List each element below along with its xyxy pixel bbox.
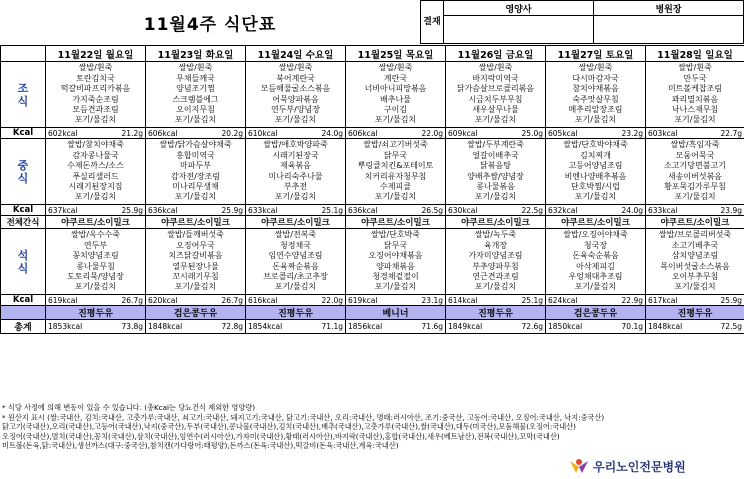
- menu-item: 얼갈이배추국: [446, 151, 545, 161]
- menu-item: 치즈닭갈비볶음: [146, 251, 245, 261]
- menu-item: 구이김: [346, 105, 445, 115]
- menu-item: 육개장: [446, 241, 545, 251]
- kcal-cell: [46, 295, 146, 306]
- meal-cell: [646, 229, 744, 295]
- menu-item: 비엔나양배추볶음: [546, 172, 645, 182]
- menu-item: 바지락미역국: [446, 74, 545, 84]
- menu-item: 포기/물김치: [146, 115, 245, 125]
- total-cell: [346, 320, 446, 334]
- meal-cell: [346, 139, 446, 205]
- snack-cell: 야쿠르트/소이밀크: [546, 216, 646, 229]
- kcal-value: 606kcal: [146, 129, 177, 138]
- menu-item: 김치찌개: [546, 151, 645, 161]
- menu-item: 오이부추무침: [646, 272, 744, 282]
- total-protein: 71.6g: [422, 322, 445, 331]
- kcal-cell: [246, 295, 346, 306]
- total-row: [1, 320, 744, 334]
- meal-cell: [646, 62, 744, 128]
- kcal-cell: [446, 295, 546, 306]
- meal-cell: [246, 139, 346, 205]
- meal-cell: [546, 229, 646, 295]
- kcal-value: 632kcal: [546, 206, 577, 215]
- day-header-row: [1, 46, 744, 62]
- menu-item: 포기/물김치: [346, 192, 445, 202]
- meal-label: [1, 62, 46, 128]
- meal-cell: [646, 139, 744, 205]
- total-protein: 72.8g: [222, 322, 245, 331]
- menu-item: 포기/물김치: [146, 282, 245, 292]
- kcal-value: 620kcal: [146, 296, 177, 305]
- menu-item: 부추전: [246, 182, 345, 192]
- protein-value: 26.5g: [422, 206, 445, 215]
- menu-item: 닭가슴살브로콜리볶음: [446, 84, 545, 94]
- snack-cell: 야쿠르트/소이밀크: [46, 216, 146, 229]
- kcal-row: [1, 295, 744, 306]
- soy-milk-row: [1, 306, 744, 320]
- kcal-cell: [646, 128, 744, 139]
- kcal-value: 619kcal: [46, 296, 77, 305]
- menu-item: 제육볶음: [246, 161, 345, 171]
- kcal-value: 609kcal: [446, 129, 477, 138]
- protein-value: 22.7g: [721, 129, 744, 138]
- note-line: 닭고기(국내산),오리(국내산),고등어(국내산),낙지(중국산),두부(국내산),콩나물(국내산),김치(국내산),배추(국내산),고춧가루(국내산),쌀(국내산),대두(미국산),모둠해물(오징어:국내산): [2, 422, 742, 432]
- menu-item: 포기/물김치: [246, 115, 345, 125]
- protein-value: 25.9g: [721, 296, 744, 305]
- kcal-cell: [46, 205, 146, 216]
- kcal-cell: [646, 295, 744, 306]
- menu-item: 메추리알장조림: [546, 105, 645, 115]
- menu-item: 모듬해물굴소스볶음: [246, 84, 345, 94]
- protein-value: 26.7g: [222, 296, 245, 305]
- approval-role-dietitian: 영양사: [444, 1, 594, 16]
- kcal-cell: [646, 205, 744, 216]
- total-kcal: 1848kcal: [146, 322, 182, 331]
- meal-cell: [146, 139, 246, 205]
- meal-label-char: 식: [1, 262, 45, 275]
- hospital-logo: [568, 456, 744, 475]
- kcal-value: 606kcal: [346, 129, 377, 138]
- soy-milk-cell: 베니너: [346, 306, 446, 320]
- protein-value: 26.7g: [122, 296, 145, 305]
- menu-item: 쌀밥/흰죽: [646, 63, 744, 73]
- menu-item: 감자전/장조림: [146, 172, 245, 182]
- menu-item: 미나리숙주나물: [246, 172, 345, 182]
- note-line: * 식당 사정에 의해 변동이 있을 수 있습니다. (총Kcal는 당뇨건식 제외한 영양량): [2, 403, 742, 413]
- menu-item: 소고기당면불고기: [646, 161, 744, 171]
- kcal-cell: [546, 205, 646, 216]
- meal-label-char: 중: [1, 159, 45, 172]
- menu-item: 포기/물김치: [146, 192, 245, 202]
- total-cell: [246, 320, 346, 334]
- menu-item: 쌀밥/흰죽: [446, 63, 545, 73]
- protein-value: 21.2g: [122, 129, 145, 138]
- snack-label: 전체간식: [1, 216, 46, 229]
- menu-item: 포기/물김치: [446, 115, 545, 125]
- snack-cell: 야쿠르트/소이밀크: [246, 216, 346, 229]
- total-kcal: 1849kcal: [446, 322, 482, 331]
- menu-item: 북어계란국: [246, 74, 345, 84]
- menu-item: 미트볼케찹조림: [646, 84, 744, 94]
- kcal-row: [1, 128, 744, 139]
- kcal-cell: [246, 205, 346, 216]
- kcal-cell: [346, 295, 446, 306]
- kcal-cell: [346, 205, 446, 216]
- meal-label-char: 석: [1, 249, 45, 262]
- menu-item: 낙나스재무침: [646, 105, 744, 115]
- meal-row: [1, 62, 744, 128]
- kcal-value: 603kcal: [646, 129, 677, 138]
- menu-item: 미나리무생채: [146, 182, 245, 192]
- approval-label: 결재: [421, 1, 444, 44]
- meal-cell: [546, 62, 646, 128]
- menu-item: 쌀밥/흰죽: [46, 63, 145, 73]
- protein-value: 22.9g: [622, 296, 645, 305]
- kcal-cell: [546, 295, 646, 306]
- menu-item: 쌀밥/옥수수죽: [46, 230, 145, 240]
- meal-row: [1, 229, 744, 295]
- note-line: * 원산지 표시 (쌀:국내산, 김치:국내산, 고춧가루:국내산, 쇠고기:국내산, 돼지고기:국내산, 닭고기:국내산, 오리:국내산, 명태:러시아산, 조기:중국산, 고등어:국내산, 오징어:국내산, 낙지:중국산): [2, 413, 742, 423]
- menu-item: 가자미양념조림: [446, 251, 545, 261]
- total-kcal: 1850kcal: [546, 322, 582, 331]
- menu-item: 포기/물김치: [646, 192, 744, 202]
- menu-item: 새송이버섯볶음: [646, 172, 744, 182]
- menu-item: 포기/물김치: [546, 115, 645, 125]
- menu-item: 돈육숙순볶음: [546, 251, 645, 261]
- menu-item: 무채들깨국: [146, 74, 245, 84]
- soy-milk-cell: 검은콩두유: [546, 306, 646, 320]
- menu-item: 오징어야채볶음: [346, 251, 445, 261]
- approval-sign-dietitian[interactable]: [444, 16, 594, 44]
- menu-item: 꽁치양념조림: [46, 251, 145, 261]
- menu-item: 삼치양념조림: [646, 251, 744, 261]
- protein-value: 23.1g: [422, 296, 445, 305]
- snack-cell: 야쿠르트/소이밀크: [346, 216, 446, 229]
- menu-item: 포기/물김치: [246, 282, 345, 292]
- protein-value: 25.9g: [122, 206, 145, 215]
- snack-row: [1, 216, 744, 229]
- menu-item: 참치야채볶음: [546, 84, 645, 94]
- menu-item: 포기/물김치: [46, 192, 145, 202]
- kcal-cell: [446, 205, 546, 216]
- menu-item: 시금치두부무침: [446, 95, 545, 105]
- meal-cell: [346, 62, 446, 128]
- soy-milk-cell: 진평두유: [646, 306, 744, 320]
- menu-item: 임연수양념조림: [246, 251, 345, 261]
- menu-item: 쌀밥/흰죽: [146, 63, 245, 73]
- meal-cell: [246, 62, 346, 128]
- menu-item: 포기/물김치: [546, 282, 645, 292]
- menu-item: 양배추쌈/양념장: [446, 172, 545, 182]
- menu-item: 수제돈까스/소스: [46, 161, 145, 171]
- menu-item: 토란김치국: [46, 74, 145, 84]
- menu-item: 모둠어묵국: [646, 151, 744, 161]
- menu-item: 시래기된장지짐: [46, 182, 145, 192]
- menu-item: 콩나물무침: [46, 262, 145, 272]
- kcal-label: Kcal: [1, 128, 46, 139]
- total-cell: [546, 320, 646, 334]
- menu-item: 너비아니피망볶음: [346, 84, 445, 94]
- menu-item: 소고기배추국: [646, 241, 744, 251]
- meal-cell: [246, 229, 346, 295]
- approval-box: [420, 0, 744, 44]
- menu-item: 배추나물: [346, 95, 445, 105]
- menu-item: 브로콜리/초고추장: [246, 272, 345, 282]
- kcal-cell: [146, 295, 246, 306]
- total-kcal: 1856kcal: [346, 322, 382, 331]
- kcal-cell: [546, 128, 646, 139]
- menu-item: 연두부: [46, 241, 145, 251]
- menu-item: 단호박찜/시럽: [546, 182, 645, 192]
- protein-value: 25.9g: [222, 206, 245, 215]
- meal-cell: [146, 229, 246, 295]
- meal-label: [1, 139, 46, 205]
- kcal-label: Kcal: [1, 205, 46, 216]
- protein-value: 23.9g: [721, 206, 744, 215]
- kcal-value: 636kcal: [146, 206, 177, 215]
- menu-item: 양파채볶음: [346, 262, 445, 272]
- menu-item: 청정채국: [246, 241, 345, 251]
- total-kcal: 1848kcal: [646, 322, 682, 331]
- kcal-value: 616kcal: [246, 296, 277, 305]
- menu-item: 시래기된장국: [246, 151, 345, 161]
- menu-item: 뿌링클치킨&포테이토: [346, 161, 445, 171]
- soy-milk-cell: 진평두유: [46, 306, 146, 320]
- kcal-cell: [446, 128, 546, 139]
- day-header: 11월24일 수요일: [246, 46, 346, 62]
- day-header: 11월28일 일요일: [646, 46, 744, 62]
- menu-item: 계란국: [346, 74, 445, 84]
- kcal-value: 636kcal: [346, 206, 377, 215]
- protein-value: 24.0g: [622, 206, 645, 215]
- soy-milk-cell: 진평두유: [446, 306, 546, 320]
- meal-cell: [46, 229, 146, 295]
- kcal-value: 633kcal: [646, 206, 677, 215]
- snack-cell: 야쿠르트/소이밀크: [646, 216, 744, 229]
- menu-item: 열무된장나물: [146, 262, 245, 272]
- menu-item: 닭무국: [346, 151, 445, 161]
- kcal-cell: [46, 128, 146, 139]
- menu-item: 돈육짜순볶음: [246, 262, 345, 272]
- menu-item: 고등어양념조림: [546, 161, 645, 171]
- menu-item: 스크램블에그: [146, 95, 245, 105]
- kcal-value: 619kcal: [346, 296, 377, 305]
- menu-item: 쌀밥/브로콜리버섯죽: [646, 230, 744, 240]
- menu-item: 쌀밥/흰죽: [246, 63, 345, 73]
- menu-item: 포기/물김치: [346, 115, 445, 125]
- day-header: 11월22일 월요일: [46, 46, 146, 62]
- menu-item: 홍합미역국: [146, 151, 245, 161]
- protein-value: 22.0g: [422, 129, 445, 138]
- menu-item: 쌀밥/쇠고기버섯죽: [346, 140, 445, 150]
- hospital-logo-icon: [568, 457, 590, 475]
- menu-item: 쌀밥/두부계란죽: [446, 140, 545, 150]
- menu-item: 포기/물김치: [546, 192, 645, 202]
- total-cell: [146, 320, 246, 334]
- meal-label: [1, 229, 46, 295]
- menu-item: 연두부/양념장: [246, 105, 345, 115]
- kcal-cell: [146, 128, 246, 139]
- menu-item: 아삭제피김: [546, 262, 645, 272]
- menu-item: 쌀밥/닭가슴살야채죽: [146, 140, 245, 150]
- corner-cell: [1, 46, 46, 62]
- weekly-menu-table: [0, 45, 744, 334]
- meal-cell: [446, 139, 546, 205]
- menu-item: 어묵양파볶음: [246, 95, 345, 105]
- menu-item: 치커리유자청무침: [346, 172, 445, 182]
- menu-item: 쌀밥/들깨버섯죽: [146, 230, 245, 240]
- menu-item: 포기/물김치: [346, 282, 445, 292]
- menu-item: 숙주맛살무침: [546, 95, 645, 105]
- day-header: 11월27일 토요일: [546, 46, 646, 62]
- meal-row: [1, 139, 744, 205]
- menu-item: 오징어무국: [146, 241, 245, 251]
- menu-item: 포기/물김치: [446, 192, 545, 202]
- menu-item: 연근견과조림: [446, 272, 545, 282]
- menu-item: 쌀밥/흑임자죽: [646, 140, 744, 150]
- total-cell: [46, 320, 146, 334]
- menu-item: 황포묵김가루무침: [646, 182, 744, 192]
- total-protein: 73.8g: [122, 322, 145, 331]
- menu-item: 쌀밥/흰죽: [546, 63, 645, 73]
- menu-item: 쌀밥/단호박야채죽: [546, 140, 645, 150]
- total-kcal: 1853kcal: [46, 322, 82, 331]
- approval-role-director: 병원장: [594, 1, 744, 16]
- menu-item: 쌀밥/애호박양파죽: [246, 140, 345, 150]
- kcal-value: 602kcal: [46, 129, 77, 138]
- snack-cell: 야쿠르트/소이밀크: [146, 216, 246, 229]
- menu-item: 꼬시래기무침: [146, 272, 245, 282]
- menu-item: 포기/물김치: [646, 282, 744, 292]
- protein-value: 25.0g: [522, 129, 545, 138]
- menu-item: 도토리묵/양념장: [46, 272, 145, 282]
- menu-item: 쌀밥/전복죽: [246, 230, 345, 240]
- menu-item: 마파두부: [146, 161, 245, 171]
- menu-item: 닭볶음탕: [446, 161, 545, 171]
- meal-cell: [346, 229, 446, 295]
- meal-cell: [546, 139, 646, 205]
- protein-value: 22.5g: [522, 206, 545, 215]
- menu-item: 포기/물김치: [646, 115, 744, 125]
- menu-item: 청국장: [546, 241, 645, 251]
- total-protein: 71.1g: [322, 322, 345, 331]
- protein-value: 20.2g: [222, 129, 245, 138]
- note-line: 오징어(국내산),멸치(국내산),꽁치(국내산),삼치(국내산),임연수(러시아산),가자미(국내산),황태(러시아산),바지락(국내산),홍합(국내산),새우(베트남산),전복(국내산),꼬막(국내산): [2, 432, 742, 442]
- notes: [2, 403, 742, 451]
- total-cell: [646, 320, 744, 334]
- meal-cell: [146, 62, 246, 128]
- total-protein: 72.6g: [522, 322, 545, 331]
- menu-item: 청경채겉절이: [346, 272, 445, 282]
- menu-item: 쌀밥/오징어야채죽: [546, 230, 645, 240]
- protein-value: 25.1g: [322, 206, 345, 215]
- menu-item: 포기/물김치: [246, 192, 345, 202]
- kcal-value: 630kcal: [446, 206, 477, 215]
- day-header: 11월26일 금요일: [446, 46, 546, 62]
- meal-label-char: 조: [1, 82, 45, 95]
- kcal-cell: [246, 128, 346, 139]
- menu-item: 포기/물김치: [46, 282, 145, 292]
- meal-cell: [46, 139, 146, 205]
- soy-milk-cell: 검은콩두유: [146, 306, 246, 320]
- menu-item: 떡갈비파프리카볶음: [46, 84, 145, 94]
- menu-item: 푸실리샐러드: [46, 172, 145, 182]
- protein-value: 24.0g: [322, 129, 345, 138]
- menu-item: 오이지무침: [146, 105, 245, 115]
- kcal-value: 633kcal: [246, 206, 277, 215]
- kcal-value: 624kcal: [546, 296, 577, 305]
- menu-item: 양념조기찜: [146, 84, 245, 94]
- day-header: 11월25일 목요일: [346, 46, 446, 62]
- kcal-row: [1, 205, 744, 216]
- menu-item: 모듬견과조림: [46, 105, 145, 115]
- kcal-value: 610kcal: [246, 129, 277, 138]
- approval-sign-director[interactable]: [594, 16, 744, 44]
- protein-value: 23.2g: [622, 129, 645, 138]
- kcal-value: 637kcal: [46, 206, 77, 215]
- total-kcal: 1854kcal: [246, 322, 282, 331]
- meal-label-char: 식: [1, 95, 45, 108]
- total-protein: 72.5g: [721, 322, 744, 331]
- menu-item: 쌀밥/단호박죽: [346, 230, 445, 240]
- meal-cell: [446, 229, 546, 295]
- menu-item: 새우살무나물: [446, 105, 545, 115]
- meal-cell: [46, 62, 146, 128]
- menu-item: 꽈리멸치볶음: [646, 95, 744, 105]
- protein-value: 22.0g: [322, 296, 345, 305]
- protein-value: 25.1g: [522, 296, 545, 305]
- meal-label-char: 식: [1, 172, 45, 185]
- total-label: 총계: [1, 320, 46, 334]
- menu-item: 부추양파무침: [446, 262, 545, 272]
- page-title: 11월4주 식단표: [144, 10, 277, 35]
- menu-item: 다시마감자국: [546, 74, 645, 84]
- menu-item: 수제피클: [346, 182, 445, 192]
- menu-item: 닭무국: [346, 241, 445, 251]
- menu-item: 목이버섯굴소스볶음: [646, 262, 744, 272]
- menu-item: 쌀밥/참치야채죽: [46, 140, 145, 150]
- kcal-value: 617kcal: [646, 296, 677, 305]
- menu-item: 콩나물볶음: [446, 182, 545, 192]
- menu-item: 쌀밥/흰죽: [346, 63, 445, 73]
- menu-item: 만두국: [646, 74, 744, 84]
- meal-cell: [446, 62, 546, 128]
- menu-item: 포기/물김치: [46, 115, 145, 125]
- note-line: 미트볼(돈육,닭:국내산),생선까스(대구:중국산),참치캔(가다랑어:태평양),돈까스(돈육:국내산),떡갈비(돈육:국내산,계육:국내산): [2, 441, 742, 451]
- menu-item: 가지죽순조림: [46, 95, 145, 105]
- menu-item: 쌀밥/녹두죽: [446, 230, 545, 240]
- snack-cell: 야쿠르트/소이밀크: [446, 216, 546, 229]
- hospital-logo-text: 우리노인전문병원: [593, 458, 686, 475]
- kcal-value: 605kcal: [546, 129, 577, 138]
- kcal-cell: [146, 205, 246, 216]
- total-protein: 70.1g: [622, 322, 645, 331]
- kcal-label: Kcal: [1, 295, 46, 306]
- soy-milk-cell: 진평두유: [246, 306, 346, 320]
- kcal-value: 614kcal: [446, 296, 477, 305]
- total-cell: [446, 320, 546, 334]
- day-header: 11월23일 화요일: [146, 46, 246, 62]
- menu-item: 우엉채대추조림: [546, 272, 645, 282]
- kcal-cell: [346, 128, 446, 139]
- soy-milk-label: [1, 306, 46, 320]
- title-area: [0, 0, 420, 44]
- menu-item: 포기/물김치: [446, 282, 545, 292]
- menu-item: 감자콩나물국: [46, 151, 145, 161]
